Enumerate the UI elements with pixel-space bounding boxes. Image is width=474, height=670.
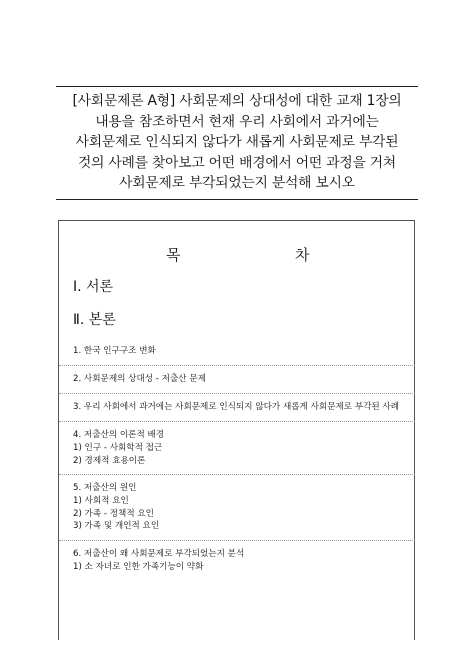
toc-subitem: 1) 소 자녀로 인한 가족기능이 약화 xyxy=(73,561,204,572)
section-body: Ⅱ. 본론 xyxy=(73,312,116,328)
toc-subitem: 2) 가족 - 정책적 요인 xyxy=(73,508,154,519)
dotted-divider xyxy=(59,540,415,541)
toc-item xyxy=(73,429,408,467)
toc-subitem: 2) 경제적 효용이론 xyxy=(73,455,146,466)
report-title xyxy=(56,87,418,199)
toc-subitem: 1) 사회적 요인 xyxy=(73,496,129,506)
dotted-divider xyxy=(59,393,415,394)
toc-heading-char: 목 xyxy=(166,246,181,264)
title-line: 사회문제로 부각되었는지 분석해 보시오 xyxy=(119,175,355,192)
toc-item-title: 5. 저출산의 원인 xyxy=(73,483,137,493)
toc-subitem: 1) 인구 - 사회학적 접근 xyxy=(73,443,163,453)
section-introduction: Ⅰ. 서론 xyxy=(73,279,114,295)
toc-item-title: 2. 사회문제의 상대성 - 저출산 문제 xyxy=(73,374,206,384)
title-line: 것의 사례를 찾아보고 어떤 배경에서 어떤 과정을 거쳐 xyxy=(77,154,397,171)
dotted-divider xyxy=(59,365,415,366)
toc-item xyxy=(73,401,408,414)
toc-item xyxy=(73,482,408,533)
title-line: 내용을 참조하면서 현재 우리 사회에서 과거에는 xyxy=(95,113,379,130)
title-bottom-rule xyxy=(56,199,418,200)
toc-subitem: 3) 가족 및 개인적 요인 xyxy=(73,521,160,531)
toc-item-title: 1. 한국 인구구조 변화 xyxy=(73,346,156,356)
toc-item xyxy=(73,548,408,574)
dotted-divider xyxy=(59,421,415,422)
toc-heading xyxy=(0,244,474,264)
toc-item-list xyxy=(73,345,408,573)
toc-item-title: 4. 저출산의 이론적 배경 xyxy=(73,430,165,440)
toc-item-title: 6. 저출산이 왜 사회문제로 부각되었는지 분석 xyxy=(73,548,245,559)
toc-item-title: 3. 우리 사회에서 과거에는 사회문제로 인식되지 않다가 새롭게 사회문제로 부각된 사례 xyxy=(73,402,400,412)
toc-heading-char: 차 xyxy=(295,246,310,264)
toc-item xyxy=(73,345,408,358)
toc-item xyxy=(73,373,408,386)
title-line: [사회문제론 A형] 사회문제의 상대성에 대한 교재 1장의 xyxy=(72,93,402,109)
dotted-divider xyxy=(59,474,415,475)
report-title-block xyxy=(56,86,418,200)
title-line: 사회문제로 인식되지 않다가 새롭게 사회문제로 부각된 xyxy=(75,134,399,151)
